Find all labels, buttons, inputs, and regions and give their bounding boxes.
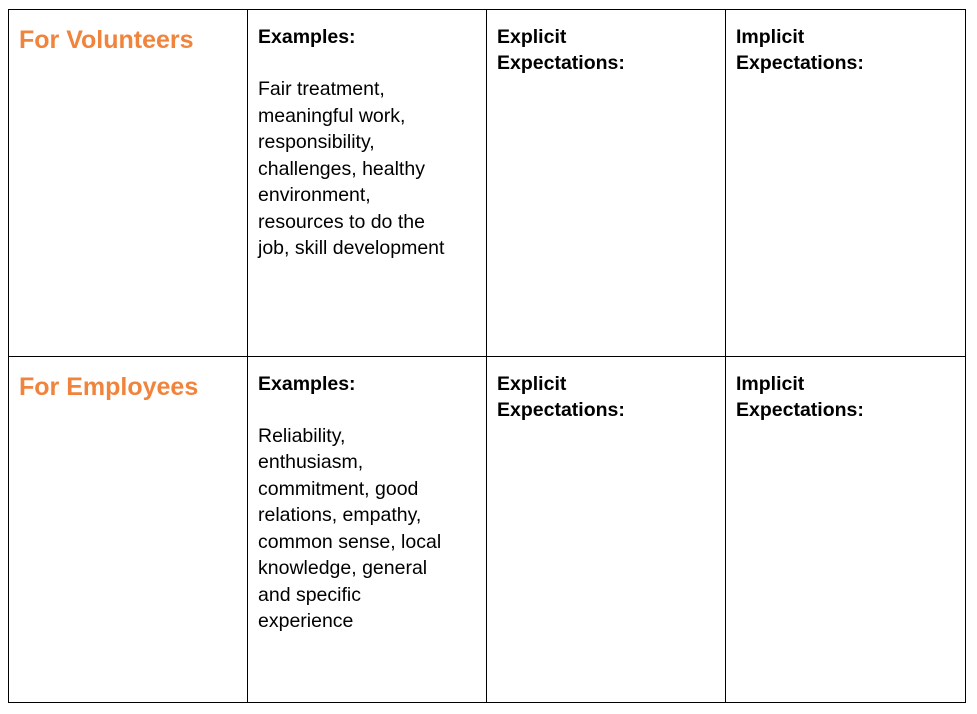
examples-cell bbox=[248, 356, 487, 703]
table-row-employees bbox=[9, 356, 966, 703]
explicit-expectations-label: Explicit Expectations: bbox=[497, 26, 625, 74]
row-title-volunteers: For Volunteers bbox=[19, 26, 194, 54]
implicit-expectations-cell[interactable] bbox=[726, 10, 966, 357]
examples-label: Examples: bbox=[258, 26, 356, 48]
implicit-expectations-label: Implicit Expectations: bbox=[736, 372, 864, 421]
examples-cell bbox=[248, 10, 487, 357]
explicit-expectations-cell[interactable] bbox=[487, 356, 726, 703]
table-row-volunteers bbox=[9, 10, 966, 357]
expectations-table bbox=[8, 9, 966, 703]
explicit-expectations-cell[interactable] bbox=[487, 10, 726, 357]
row-title-cell bbox=[9, 10, 248, 357]
explicit-expectations-label: Explicit Expectations: bbox=[497, 372, 625, 421]
implicit-expectations-cell[interactable] bbox=[726, 356, 966, 703]
examples-label: Examples: bbox=[258, 372, 356, 395]
implicit-expectations-label: Implicit Expectations: bbox=[736, 26, 864, 74]
row-title-cell bbox=[9, 356, 248, 703]
examples-text: Fair treatment, meaningful work, responsibility, challenges, healthy environment, resources to do the job, skill development bbox=[258, 78, 445, 259]
examples-text: Reliability, enthusiasm, commitment, good relations, empathy, common sense, local knowledge, general and specific experience bbox=[258, 424, 442, 632]
row-title-employees: For Employees bbox=[19, 372, 199, 401]
